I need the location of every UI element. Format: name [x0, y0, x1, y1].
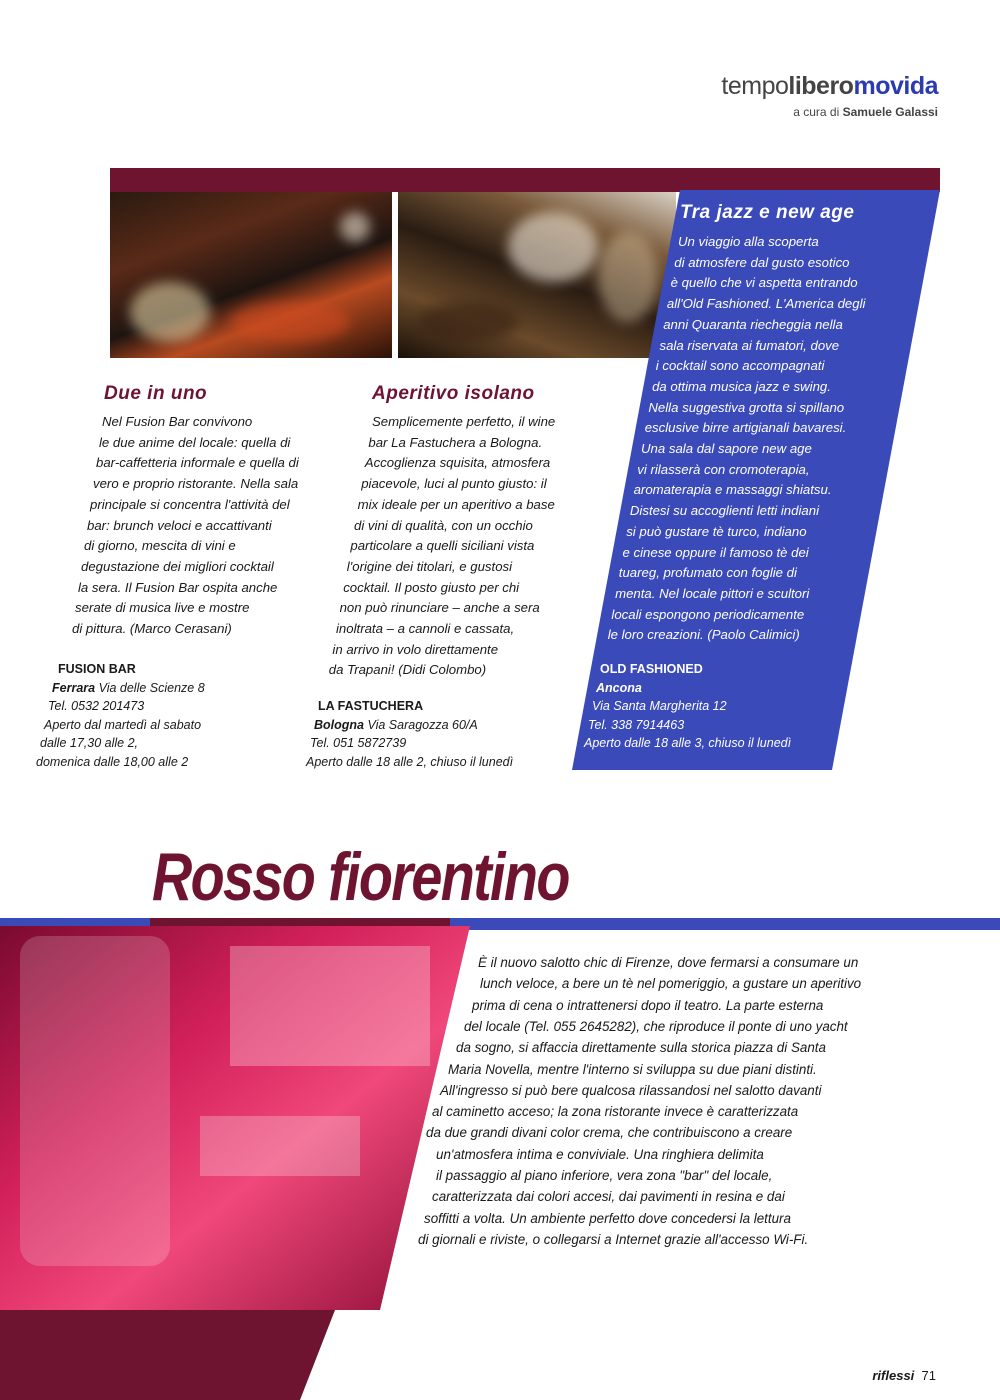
section1-title: Due in uno — [104, 383, 208, 404]
body-line: sala riservata ai fumatori, dove — [659, 337, 840, 353]
body-line: mix ideale per un aperitivo a base — [357, 496, 555, 512]
feature-line: lunch veloce, a bere un tè nel pomeriggio, a gustare un aperitivo — [480, 976, 862, 992]
byline-name: Samuele Galassi — [842, 105, 938, 119]
byline — [721, 105, 938, 119]
body-line: non può rinunciare – anche a sera — [339, 600, 540, 616]
venue-hours: Aperto dalle 18 alle 3, chiuso il lunedì — [584, 736, 792, 750]
top-color-band — [110, 168, 940, 192]
magazine-name: riflessi — [872, 1368, 915, 1383]
body-line: all'Old Fashioned. L'America degli — [666, 296, 866, 312]
body-line: di giorno, mescita di vini e — [84, 538, 236, 554]
feature-line: da due grandi divani color crema, che contribuiscono a creare — [426, 1125, 793, 1141]
body-line: serate di musica live e mostre — [75, 600, 250, 616]
body-line: particolare a quelli siciliani vista — [350, 538, 535, 554]
venue-city: Ferrara — [52, 680, 96, 695]
body-line: vero e proprio ristorante. Nella sala — [93, 476, 299, 492]
feature-line: del locale (Tel. 055 2645282), che riproduce il ponte di uno yacht — [464, 1018, 848, 1034]
venue-address: Via Saragozza 60/A — [367, 717, 478, 732]
body-line: è quello che vi aspetta entrando — [670, 275, 858, 291]
body-line: di pittura. (Marco Cerasani) — [72, 621, 232, 636]
body-line: le loro creazioni. (Paolo Calimici) — [607, 627, 800, 643]
venue-phone: Tel. 051 5872739 — [310, 736, 407, 750]
body-line: menta. Nel locale pittori e scultori — [615, 585, 810, 601]
body-line: anni Quaranta riecheggia nella — [663, 316, 843, 332]
feature-line: caratterizzata dai colori accesi, dai pavimenti in resina e dai — [432, 1189, 785, 1205]
venue-hours: Aperto dalle 18 alle 2, chiuso il lunedì — [306, 754, 514, 769]
venue-hours: Aperto dal martedì al sabato — [44, 717, 202, 732]
body-line: piacevole, luci al punto giusto: il — [361, 476, 547, 492]
feature-line: Maria Novella, mentre l'interno si sviluppa su due piani distinti. — [448, 1061, 817, 1077]
body-line: principale si concentra l'attività del — [90, 496, 290, 512]
body-line: da Trapani! (Didi Colombo) — [328, 662, 487, 678]
venue-hours: domenica dalle 18,00 alle 2 — [36, 754, 189, 769]
page-number: 71 — [921, 1368, 936, 1383]
body-line: locali espongono periodicamente — [611, 606, 805, 622]
feature-line: al caminetto acceso; la zona ristorante invece è caratterizzata — [432, 1104, 799, 1120]
venue-name: LA FASTUCHERA — [318, 699, 424, 713]
body-line: esclusive birre artigianali bavaresi. — [644, 420, 847, 436]
venue-hours: dalle 17,30 alle 2, — [40, 736, 138, 750]
byline-prefix: a cura di — [793, 105, 840, 119]
title-part-tempo: tempo — [721, 72, 789, 100]
body-line: la sera. Il Fusion Bar ospita anche — [78, 579, 278, 595]
section-title — [721, 72, 938, 101]
venue-phone: Tel. 0532 201473 — [48, 699, 145, 713]
body-line: di vini di qualità, con un occhio — [354, 517, 533, 533]
venue-phone: Tel. 338 7914463 — [588, 717, 685, 732]
venue-name: OLD FASHIONED — [600, 662, 703, 676]
body-line: inoltrata – a cannoli e cassata, — [336, 621, 515, 636]
body-line: e cinese oppure il famoso tè dei — [622, 544, 809, 560]
feature-line: soffitti a volta. Un ambiente perfetto dove concedersi la lettura — [424, 1210, 791, 1226]
feature-line: di giornali e riviste, o collegarsi a Internet grazie all'accesso Wi-Fi. — [418, 1231, 809, 1247]
body-line: da ottima musica jazz e swing. — [652, 378, 831, 394]
body-line: Nella suggestiva grotta si spillano — [648, 399, 845, 415]
old-fashioned-info — [584, 660, 792, 753]
feature-line: un'atmosfera intima e conviviale. Una ringhiera delimita — [436, 1146, 764, 1162]
venue-city: Ancona — [596, 680, 642, 695]
page-footer — [872, 1368, 936, 1383]
body-line: Accoglienza squisita, atmosfera — [364, 455, 551, 471]
venue-name: FUSION BAR — [58, 662, 136, 676]
fusion-bar-photo — [110, 192, 392, 358]
section2-title: Aperitivo isolano — [372, 383, 535, 404]
feature-line: All'ingresso si può bere qualcosa rilassandosi nel salotto davanti — [440, 1082, 822, 1098]
feature-line: È il nuovo salotto chic di Firenze, dove fermarsi a consumare un — [478, 955, 859, 970]
body-line: aromaterapia e massaggi shiatsu. — [633, 482, 832, 498]
title-part-movida: movida — [853, 72, 938, 100]
feature-line: da sogno, si affaccia direttamente sulla storica piazza di Santa — [456, 1040, 826, 1056]
section3-title: Tra jazz e new age — [680, 202, 855, 223]
fusion-bar-info — [36, 660, 205, 771]
body-line: vi rilasserà con cromoterapia, — [637, 461, 810, 477]
title-part-libero: libero — [788, 72, 854, 100]
body-line: l'origine dei titolari, e gustosi — [346, 558, 513, 574]
body-line: in arrivo in volo direttamente — [332, 641, 499, 657]
body-line: Semplicemente perfetto, il wine — [372, 414, 556, 429]
body-line: bar: brunch veloci e accattivanti — [87, 517, 272, 533]
body-line: tuareg, profumato con foglie di — [618, 565, 797, 581]
body-line: bar-caffetteria informale e quella di — [96, 455, 299, 471]
body-line: i cocktail sono accompagnati — [655, 358, 825, 374]
venue-address: Via Santa Margherita 12 — [592, 699, 727, 713]
feature-title: Rosso fiorentino — [152, 839, 569, 915]
la-fastuchera-info — [306, 697, 514, 771]
body-line: le due anime del locale: quella di — [99, 434, 291, 450]
body-line: Un viaggio alla scoperta — [678, 234, 819, 249]
body-line: bar La Fastuchera a Bologna. — [368, 434, 543, 450]
body-line: Distesi su accoglienti letti indiani — [629, 503, 820, 519]
body-line: Una sala dal sapore new age — [641, 441, 812, 456]
feature-line: il passaggio al piano inferiore, vera zona "bar" del locale, — [436, 1168, 773, 1183]
body-line: Nel Fusion Bar convivono — [102, 414, 253, 429]
body-line: di atmosfere dal gusto esotico — [674, 254, 850, 270]
venue-city: Bologna — [314, 717, 364, 732]
rosso-fiorentino-photo — [0, 926, 470, 1310]
body-line: degustazione dei migliori cocktail — [81, 558, 274, 574]
body-line: si può gustare tè turco, indiano — [626, 523, 807, 539]
body-line: cocktail. Il posto giusto per chi — [343, 579, 520, 595]
section-header — [721, 72, 938, 119]
feature-line: prima di cena o intrattenersi dopo il teatro. La parte esterna — [472, 997, 824, 1013]
venue-address: Via delle Scienze 8 — [98, 680, 205, 695]
